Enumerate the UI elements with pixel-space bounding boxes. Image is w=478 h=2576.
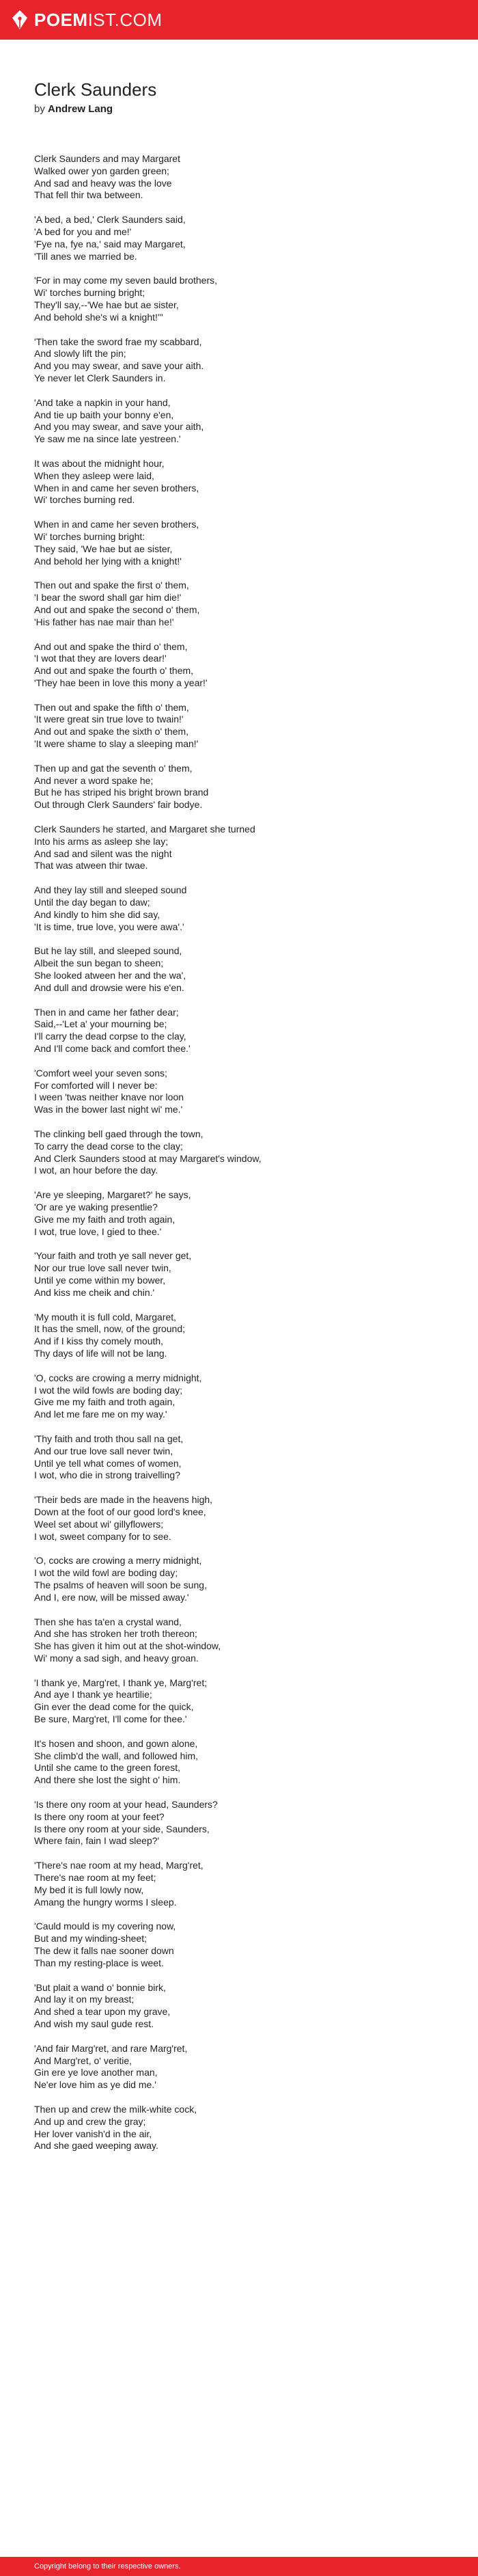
- poem-line: I wot, true love, I gied to thee.': [34, 1225, 162, 1237]
- poem-line: And our true love sall never twin,: [34, 1445, 173, 1456]
- poem-line: Until ye come within my bower,: [34, 1274, 166, 1286]
- poem-line: And out and spake the second o' them,: [34, 604, 200, 615]
- stanza: [34, 2104, 444, 2152]
- poem-line: Clerk Saunders he started, and Margaret she turned: [34, 824, 255, 835]
- poem-line: 'But plait a wand o' bonnie birk,: [34, 1981, 166, 1993]
- poem-line: 'They hae been in love this mony a year!': [34, 677, 208, 688]
- poem-line: Wi' torches burning red.: [34, 494, 135, 506]
- poem-line: She climb'd the wall, and followed him,: [34, 1750, 199, 1761]
- poem-line: 'Or are ye waking presentlie?: [34, 1201, 158, 1212]
- poem-line: The clinking bell gaed through the town,: [34, 1128, 203, 1139]
- poem-line: 'And fair Marg'ret, and rare Marg'ret,: [34, 2042, 188, 2054]
- poem-line: Down at the foot of our good lord's knee,: [34, 1506, 206, 1517]
- poem-line: And kindly to him she did say,: [34, 908, 160, 920]
- poem-line: Give me my faith and troth again,: [34, 1396, 175, 1408]
- poem-line: Weel set about wi' gillyflowers;: [34, 1518, 164, 1530]
- stanza: [34, 702, 444, 750]
- stanza: [34, 1068, 444, 1116]
- site-header: [0, 0, 478, 40]
- poem-line: Ne'er love him as ye did me.': [34, 2079, 156, 2091]
- stanza: [34, 1616, 444, 1665]
- poem-line: 'I thank ye, Marg'ret, I thank ye, Marg'ret;: [34, 1677, 208, 1688]
- poem-line: The psalms of heaven will soon be sung,: [34, 1579, 207, 1590]
- stanza: [34, 1312, 444, 1360]
- poem-line: But he has striped his bright brown brand: [34, 787, 209, 798]
- poem-line: Walked ower yon garden green;: [34, 165, 169, 176]
- stanza: [34, 336, 444, 385]
- poem-line: Be sure, Marg'ret, I'll come for thee.': [34, 1713, 187, 1725]
- poem-line: And never a word spake he;: [34, 774, 154, 786]
- poem-line: They said, 'We hae but ae sister,: [34, 543, 173, 554]
- stanza: [34, 214, 444, 262]
- poem-line: My bed it is full lowly now,: [34, 1884, 144, 1895]
- poem-line: 'And take a napkin in your hand,: [34, 396, 171, 408]
- stanza: [34, 2043, 444, 2091]
- stanza: [34, 1250, 444, 1299]
- poem-body: [34, 153, 444, 2152]
- poem-line: I wot the wild fowl are boding day;: [34, 1567, 178, 1579]
- poem-line: 'Their beds are made in the heavens high,: [34, 1494, 213, 1506]
- poem-line: That fell thir twa between.: [34, 189, 143, 201]
- poem-line: Nor our true love sall never twin,: [34, 1262, 171, 1274]
- poem-line: Is there ony room at your feet?: [34, 1811, 165, 1822]
- poem-line: They'll say,--'We hae but ae sister,: [34, 299, 179, 310]
- poem-line: Thy days of life will not be lang.: [34, 1347, 167, 1359]
- poem-line: And behold she's wi a knight!'": [34, 311, 163, 323]
- stanza: [34, 1677, 444, 1726]
- poem-line: Ye never let Clerk Saunders in.: [34, 372, 166, 383]
- poem-line: And let me fare me on my way.': [34, 1409, 167, 1420]
- poem-line: And sad and silent was the night: [34, 848, 172, 859]
- poem-line: And if I kiss thy comely mouth,: [34, 1336, 164, 1347]
- poem-line: Than my resting-place is weet.: [34, 1957, 164, 1968]
- stanza: [34, 1189, 444, 1238]
- poem-line: Amang the hungry worms I sleep.: [34, 1896, 177, 1908]
- poem-line: 'Then take the sword frae my scabbard,: [34, 336, 202, 347]
- poem-content: [0, 40, 444, 2152]
- poem-line: Clerk Saunders and may Margaret: [34, 153, 180, 164]
- poem-line: Give me my faith and troth again,: [34, 1213, 175, 1225]
- poem-line: And Clerk Saunders stood at may Margaret's window,: [34, 1152, 262, 1164]
- poem-line: 'Are ye sleeping, Margaret?' he says,: [34, 1189, 191, 1201]
- poem-line: Then she has ta'en a crystal wand,: [34, 1616, 182, 1627]
- poem-line: And you may swear, and save your aith.: [34, 360, 204, 372]
- poem-line: Then out and spake the fifth o' them,: [34, 701, 189, 713]
- poem-byline: [34, 103, 444, 115]
- poem-line: 'A bed, a bed,' Clerk Saunders said,: [34, 214, 186, 226]
- site-logo[interactable]: [11, 10, 163, 31]
- poem-line: Then out and spake the first o' them,: [34, 580, 189, 591]
- poem-line: Wi' torches burning bright;: [34, 287, 145, 299]
- stanza: [34, 1555, 444, 1603]
- poem-line: Then up and crew the milk-white cock,: [34, 2104, 197, 2115]
- poem-line: And out and spake the fourth o' them,: [34, 665, 194, 677]
- poem-line: Gin ever the dead come for the quick,: [34, 1701, 194, 1713]
- poem-line: Until she came to the green forest,: [34, 1762, 180, 1774]
- by-label: by: [34, 103, 45, 115]
- poem-line: But and my winding-sheet;: [34, 1933, 147, 1944]
- poem-line: 'Cauld mould is my covering now,: [34, 1921, 176, 1932]
- poem-line: And lay it on my breast;: [34, 1994, 135, 2005]
- poem-line: She looked atween her and the wa',: [34, 970, 186, 981]
- stanza: [34, 153, 444, 202]
- poem-line: That was atween thir twae.: [34, 860, 148, 871]
- poem-line: And she has stroken her troth thereon;: [34, 1628, 197, 1640]
- poem-line: And there she lost the sight o' him.: [34, 1774, 181, 1786]
- poem-line: It's hosen and shoon, and gown alone,: [34, 1737, 198, 1749]
- poem-line: I'll carry the dead corpse to the clay,: [34, 1031, 186, 1042]
- stanza: [34, 884, 444, 933]
- poem-line: 'A bed for you and me!': [34, 226, 132, 237]
- poem-line: And they lay still and sleeped sound: [34, 884, 187, 896]
- stanza: [34, 1494, 444, 1543]
- stanza: [34, 641, 444, 690]
- stanza: [34, 763, 444, 811]
- poem-line: And I'll come back and comfort thee.': [34, 1043, 191, 1055]
- poem-line: The dew it falls nae sooner down: [34, 1945, 174, 1957]
- poem-line: It was about the midnight hour,: [34, 457, 165, 469]
- poem-line: 'I bear the sword shall gar him die!': [34, 592, 182, 604]
- poem-line: Is there ony room at your side, Saunders,: [34, 1823, 210, 1834]
- stanza: [34, 275, 444, 323]
- poem-title: Clerk Saunders: [34, 79, 157, 100]
- poem-line: And out and spake the sixth o' them,: [34, 726, 189, 737]
- poem-line: Was in the bower last night wi' me.': [34, 1104, 183, 1115]
- poem-line: And up and crew the gray;: [34, 2115, 146, 2127]
- poem-line: And sad and heavy was the love: [34, 177, 172, 189]
- poem-line: 'It were great sin true love to twain!': [34, 714, 184, 725]
- poem-line: Gin ere ye love another man,: [34, 2067, 158, 2078]
- poem-line: 'There's nae room at my head, Marg'ret,: [34, 1860, 203, 1871]
- poem-line: Then up and gat the seventh o' them,: [34, 762, 193, 774]
- poem-line: And Marg'ret, o' veritie,: [34, 2055, 132, 2066]
- site-footer: [0, 2557, 478, 2576]
- poem-line: I wot, who die in strong traivelling?: [34, 1469, 180, 1481]
- poem-line: When they asleep were laid,: [34, 470, 154, 481]
- poem-line: Her lover vanish'd in the air,: [34, 2128, 152, 2139]
- poem-line: I wot, sweet company for to see.: [34, 1530, 171, 1542]
- poem-line: And kiss me cheik and chin.': [34, 1286, 155, 1298]
- poem-line: 'Thy faith and troth thou sall na get,: [34, 1433, 184, 1444]
- poem-line: 'My mouth it is full cold, Margaret,: [34, 1311, 177, 1323]
- poem-line: Ye saw me na since late yestreen.': [34, 433, 181, 445]
- poem-line: Then in and came her father dear;: [34, 1006, 179, 1018]
- poem-line: And I, ere now, will be missed away.': [34, 1591, 189, 1603]
- stanza: [34, 824, 444, 872]
- poem-line: And wish my saul gude rest.: [34, 2018, 154, 2030]
- poem-line: 'It were shame to slay a sleeping man!': [34, 738, 199, 750]
- poem-line: Into his arms as asleep she lay;: [34, 835, 169, 847]
- poem-line: 'Till anes we married be.: [34, 250, 137, 262]
- stanza: [34, 1982, 444, 2031]
- poem-line: And behold her lying with a knight!': [34, 555, 182, 567]
- poem-line: She has given it him out at the shot-window,: [34, 1640, 221, 1652]
- poem-line: There's nae room at my feet;: [34, 1872, 156, 1884]
- poem-line: Out through Clerk Saunders' fair bodye.: [34, 799, 203, 811]
- copyright-text: Copyright belong to their respective owners.: [34, 2562, 181, 2571]
- poem-line: 'It is time, true love, you were awa'.': [34, 921, 184, 932]
- poem-line: For comforted will I never be:: [34, 1079, 158, 1091]
- poem-line: Albeit the sun began to sheen;: [34, 958, 164, 969]
- poem-line: 'Your faith and troth ye sall never get,: [34, 1250, 192, 1262]
- poem-line: It has the smell, now, of the ground;: [34, 1323, 186, 1335]
- poem-line: And out and spake the third o' them,: [34, 640, 188, 652]
- poem-line: 'His father has nae mair than he!': [34, 616, 174, 627]
- poem-line: I wot the wild fowls are boding day;: [34, 1384, 183, 1396]
- poem-line: I ween 'twas neither knave nor loon: [34, 1092, 184, 1103]
- poem-line: To carry the dead corse to the clay;: [34, 1140, 183, 1152]
- stanza: [34, 1372, 444, 1421]
- poem-line: When in and came her seven brothers,: [34, 482, 199, 493]
- stanza: [34, 397, 444, 446]
- stanza: [34, 945, 444, 994]
- stanza: [34, 1799, 444, 1847]
- stanza: [34, 458, 444, 506]
- stanza: [34, 1738, 444, 1787]
- poem-line: And tie up baith your bonny e'en,: [34, 409, 174, 420]
- poem-line: Wi' mony a sad sigh, and heavy groan.: [34, 1652, 199, 1664]
- poem-line: 'Is there ony room at your head, Saunders?: [34, 1799, 218, 1811]
- author-link[interactable]: Andrew Lang: [48, 103, 113, 115]
- stanza: [34, 1128, 444, 1177]
- stanza: [34, 1433, 444, 1482]
- poem-line: And aye I thank ye heartilie;: [34, 1689, 152, 1700]
- poem-line: 'O, cocks are crowing a merry midnight,: [34, 1372, 202, 1383]
- poem-line: Wi' torches burning bright:: [34, 530, 145, 542]
- stanza: [34, 1921, 444, 1969]
- poem-line: 'Fye na, fye na,' said may Margaret,: [34, 238, 186, 249]
- poem-line: When in and came her seven brothers,: [34, 519, 199, 530]
- poem-line: And dull and drowsie were his e'en.: [34, 981, 184, 993]
- poem-line: 'I wot that they are lovers dear!': [34, 653, 167, 664]
- poem-line: And slowly lift the pin;: [34, 348, 126, 360]
- stanza: [34, 580, 444, 628]
- poem-line: 'O, cocks are crowing a merry midnight,: [34, 1555, 202, 1567]
- pen-nib-icon: [11, 10, 29, 30]
- poem-line: 'Comfort weel your seven sons;: [34, 1067, 167, 1079]
- poem-line: Until the day began to daw;: [34, 897, 150, 908]
- stanza: [34, 1007, 444, 1055]
- poem-line: I wot, an hour before the day.: [34, 1165, 158, 1176]
- stanza: [34, 519, 444, 567]
- poem-line: But he lay still, and sleeped sound,: [34, 945, 182, 957]
- poem-line: And she gaed weeping away.: [34, 2140, 158, 2152]
- poem-line: Said,--'Let a' your mourning be;: [34, 1018, 167, 1030]
- poem-line: And you may swear, and save your aith,: [34, 421, 204, 433]
- poem-line: And shed a tear upon my grave,: [34, 2006, 171, 2018]
- poem-line: 'For in may come my seven bauld brothers,: [34, 275, 218, 286]
- stanza: [34, 1860, 444, 1908]
- poem-line: Where fain, fain I wad sleep?': [34, 1835, 160, 1847]
- logo-text: POEMIST.COM: [34, 9, 163, 30]
- poem-line: Until ye tell what comes of women,: [34, 1457, 182, 1469]
